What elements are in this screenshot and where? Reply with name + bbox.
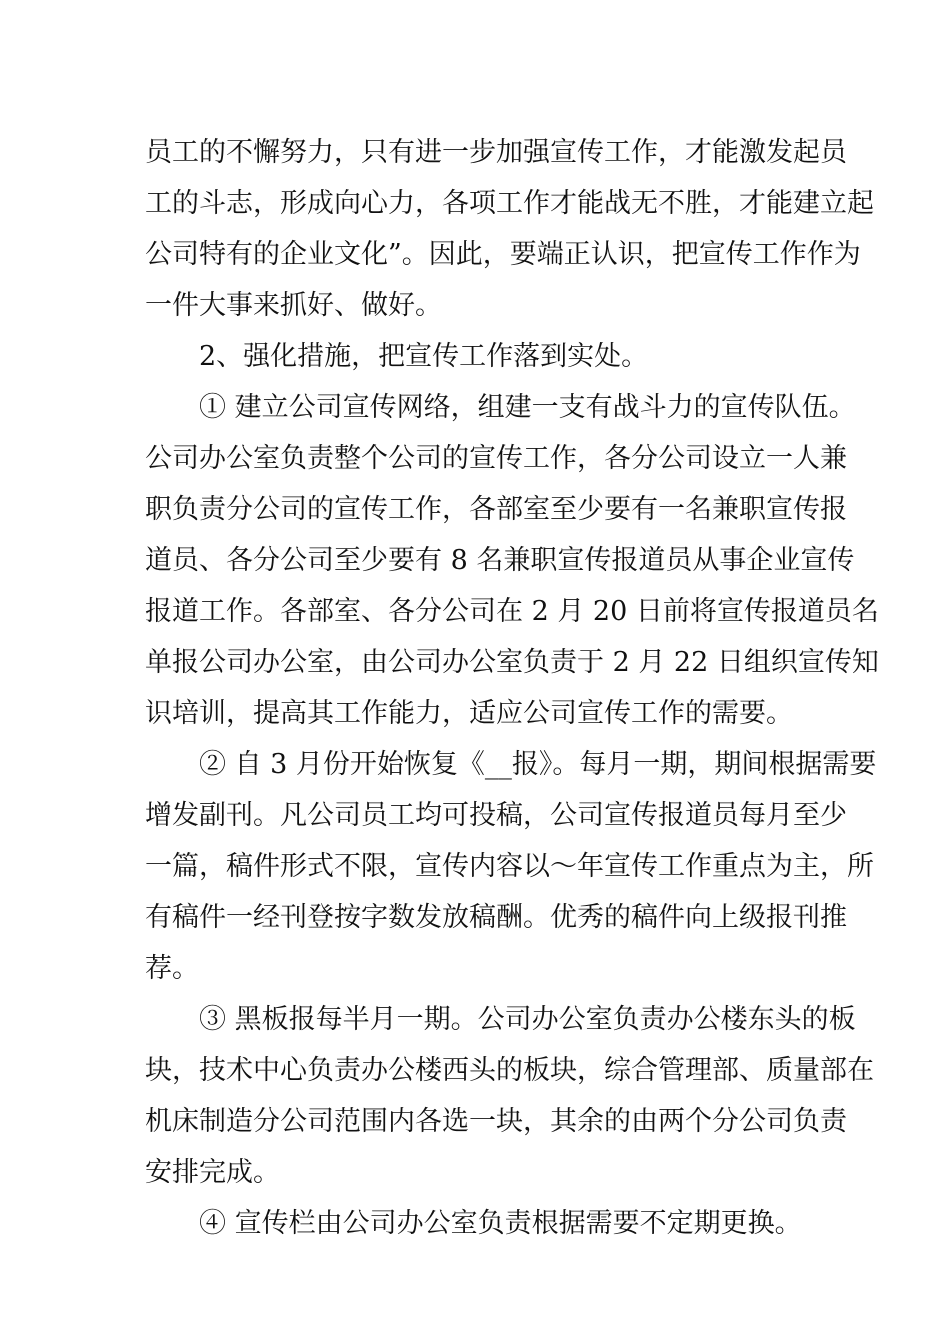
text-line: 公司特有的企业文化”。因此，要端正认识，把宣传工作作为 (145, 239, 861, 270)
text-line: 一篇，稿件形式不限，宣传内容以～年宣传工作重点为主，所 (145, 851, 874, 882)
list-item-heading: ② 自 3 月份开始恢复《__报》。每月一期，期间根据需要 (199, 749, 877, 780)
text-line: 单报公司办公室，由公司办公室负责于 2 月 22 日组织宣传知 (145, 647, 879, 678)
text-line: 有稿件一经刊登按字数发放稿酬。优秀的稿件向上级报刊推 (145, 902, 847, 933)
text-line: 职负责分公司的宣传工作，各部室至少要有一名兼职宣传报 (145, 494, 847, 525)
text-line: 块，技术中心负责办公楼西头的板块，综合管理部、质量部在 (145, 1055, 874, 1086)
list-item-heading: ① 建立公司宣传网络，组建一支有战斗力的宣传队伍。 (199, 392, 856, 423)
list-item-heading: ③ 黑板报每半月一期。公司办公室负责办公楼东头的板 (199, 1004, 856, 1035)
text-line: 识培训，提高其工作能力，适应公司宣传工作的需要。 (145, 698, 793, 729)
text-line: 公司办公室负责整个公司的宣传工作，各分公司设立一人兼 (145, 443, 847, 474)
text-line: 荐。 (145, 953, 199, 984)
text-line: 一件大事来抓好、做好。 (145, 290, 442, 321)
text-line: 报道工作。各部室、各分公司在 2 月 20 日前将宣传报道员名 (145, 596, 879, 627)
text-line: 道员、各分公司至少要有 8 名兼职宣传报道员从事企业宣传 (145, 545, 855, 576)
text-line: 员工的不懈努力，只有进一步加强宣传工作，才能激发起员 (145, 137, 847, 168)
text-line: 机床制造分公司范围内各选一块，其余的由两个分公司负责 (145, 1106, 847, 1137)
section-heading: 2、强化措施，把宣传工作落到实处。 (199, 341, 649, 372)
text-line: 工的斗志，形成向心力，各项工作才能战无不胜，才能建立起 (145, 188, 874, 219)
document-body (145, 127, 879, 1249)
text-line: 安排完成。 (145, 1157, 280, 1188)
text-line: 增发副刊。凡公司员工均可投稿，公司宣传报道员每月至少 (145, 800, 847, 831)
list-item-heading: ④ 宣传栏由公司办公室负责根据需要不定期更换。 (199, 1208, 802, 1239)
